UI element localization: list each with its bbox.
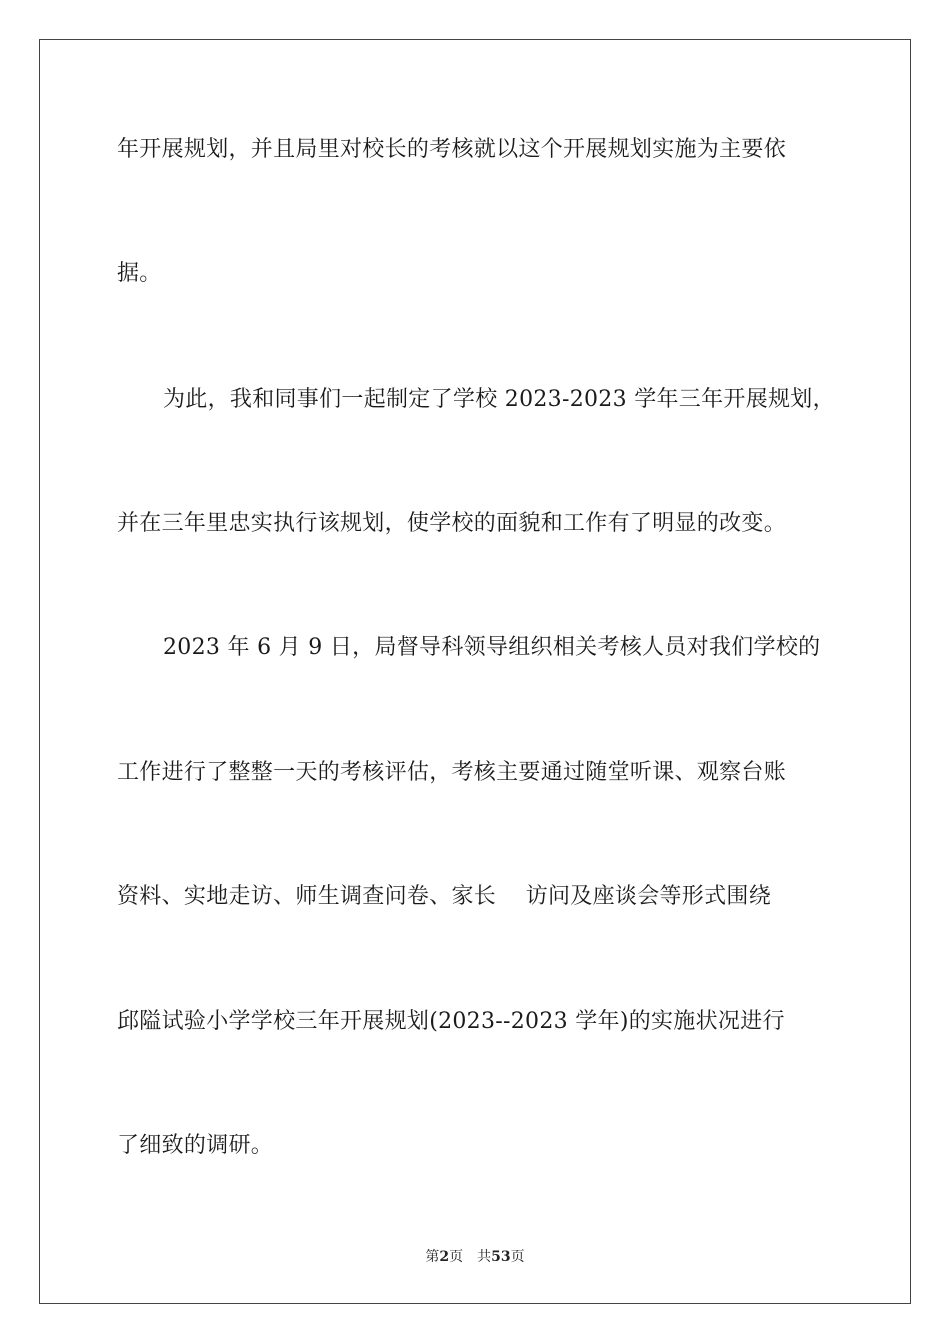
text-line: 年开展规划，并且局里对校长的考核就以这个开展规划实施为主要依 xyxy=(117,137,787,162)
text-line: 并在三年里忠实执行该规划，使学校的面貌和工作有了明显的改变。 xyxy=(117,511,787,536)
page-footer xyxy=(0,1248,950,1266)
text-line: 2023 年 6 月 9 日，局督导科领导组织相关考核人员对我们学校的 xyxy=(163,635,821,660)
text-line: 据。 xyxy=(117,261,162,286)
text-line: 工作进行了整整一天的考核评估，考核主要通过随堂听课、观察台账 xyxy=(117,760,787,785)
footer-prefix: 第 xyxy=(425,1249,440,1265)
page-border xyxy=(39,39,911,1304)
text-line: 了细致的调研。 xyxy=(117,1133,274,1158)
text-line: 资料、实地走访、师生调查问卷、家长 访问及座谈会等形式围绕 xyxy=(117,884,771,909)
text-line: 为此，我和同事们一起制定了学校 2023-2023 学年三年开展规划， xyxy=(163,387,835,412)
footer-middle: 页 共 xyxy=(449,1249,492,1265)
footer-page-number: 2 xyxy=(439,1249,450,1265)
footer-suffix: 页 xyxy=(510,1249,525,1265)
text-line: 邱隘试验小学学校三年开展规划(2023--2023 学年)的实施状况进行 xyxy=(117,1009,785,1034)
footer-total-pages: 53 xyxy=(491,1249,511,1265)
